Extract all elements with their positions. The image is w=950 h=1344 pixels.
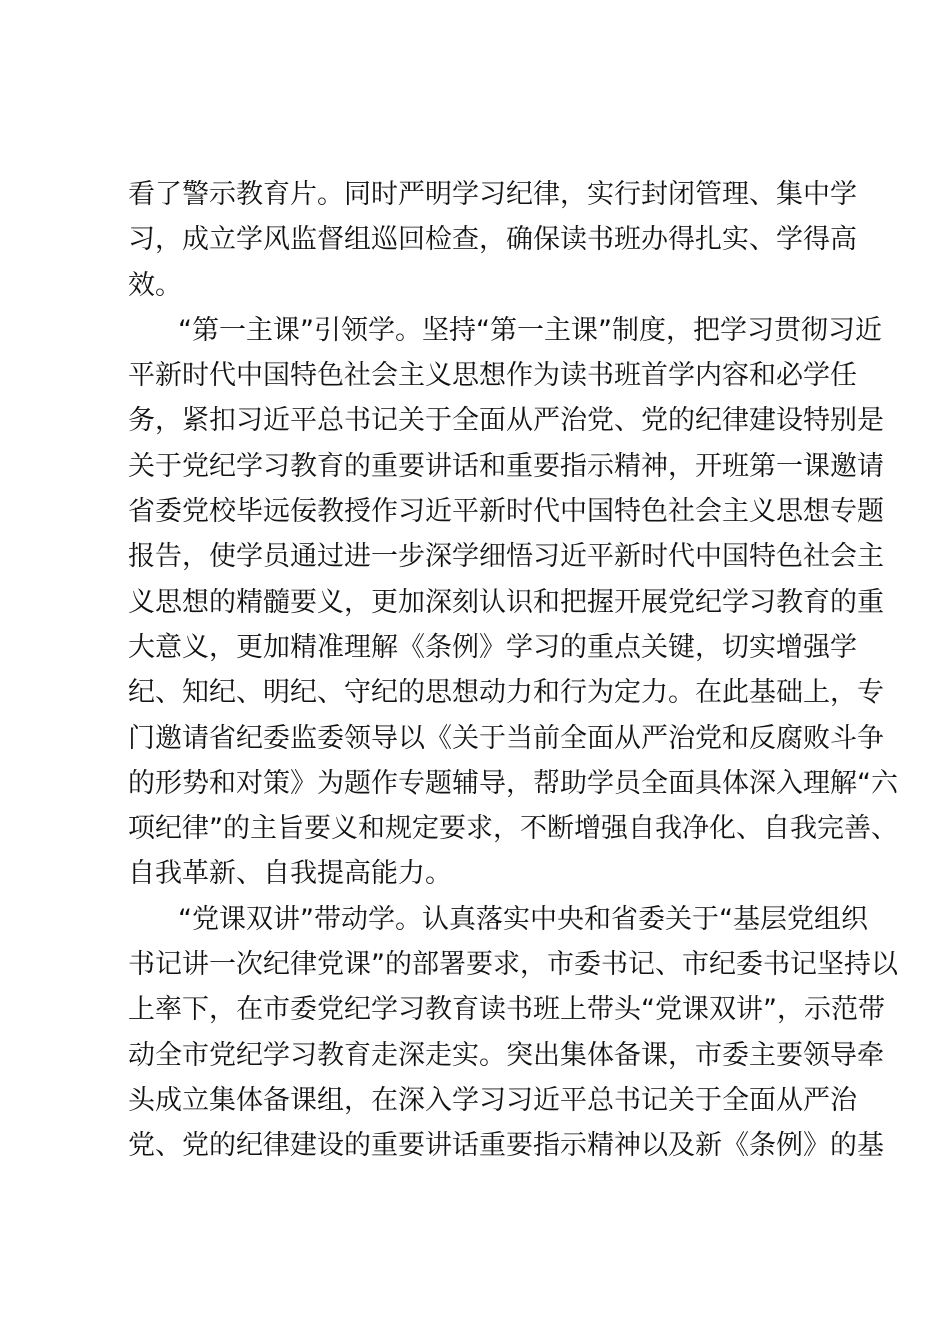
text-line: 关于党纪学习教育的重要讲话和重要指示精神，开班第一课邀请	[128, 450, 884, 482]
paragraph-3	[128, 897, 898, 1169]
text-line: 头成立集体备课组，在深入学习习近平总书记关于全面从严治	[128, 1084, 857, 1116]
text-line: 自我革新、自我提高能力。	[128, 858, 452, 890]
document-body	[128, 172, 898, 1169]
text-line: 效。	[128, 269, 182, 301]
text-line: 平新时代中国特色社会主义思想作为读书班首学内容和必学任	[128, 360, 857, 392]
text-line: 报告，使学员通过进一步深学细悟习近平新时代中国特色社会主	[128, 541, 884, 573]
text-line: 务，紧扣习近平总书记关于全面从严治党、党的纪律建设特别是	[128, 405, 884, 437]
text-line: 门邀请省纪委监委领导以《关于当前全面从严治党和反腐败斗争	[128, 722, 884, 754]
text-line: “党课双讲”带动学。认真落实中央和省委关于“基层党组织	[178, 903, 868, 935]
paragraph-2	[128, 308, 898, 897]
text-line: 习，成立学风监督组巡回检查，确保读书班办得扎实、学得高	[128, 224, 857, 256]
text-line: 项纪律”的主旨要义和规定要求，不断增强自我净化、自我完善、	[128, 813, 898, 845]
text-line: 省委党校毕远佞教授作习近平新时代中国特色社会主义思想专题	[128, 496, 884, 528]
text-line: 书记讲一次纪律党课”的部署要求，市委书记、市纪委书记坚持以	[128, 949, 898, 981]
text-line: 的形势和对策》为题作专题辅导，帮助学员全面具体深入理解“六	[128, 767, 898, 799]
text-line: “第一主课”引领学。坚持“第一主课”制度，把学习贯彻习近	[178, 314, 882, 346]
paragraph-1	[128, 172, 857, 308]
text-line: 看了警示教育片。同时严明学习纪律，实行封闭管理、集中学	[128, 179, 857, 210]
text-line: 动全市党纪学习教育走深走实。突出集体备课，市委主要领导牵	[128, 1039, 884, 1071]
text-line: 义思想的精髓要义，更加深刻认识和把握开展党纪学习教育的重	[128, 586, 884, 618]
text-line: 上率下，在市委党纪学习教育读书班上带头“党课双讲”，示范带	[128, 994, 885, 1026]
text-line: 大意义，更加精准理解《条例》学习的重点关键，切实增强学	[128, 631, 857, 663]
text-line: 纪、知纪、明纪、守纪的思想动力和行为定力。在此基础上，专	[128, 677, 884, 709]
text-line: 党、党的纪律建设的重要讲话重要指示精神以及新《条例》的基	[128, 1130, 884, 1162]
